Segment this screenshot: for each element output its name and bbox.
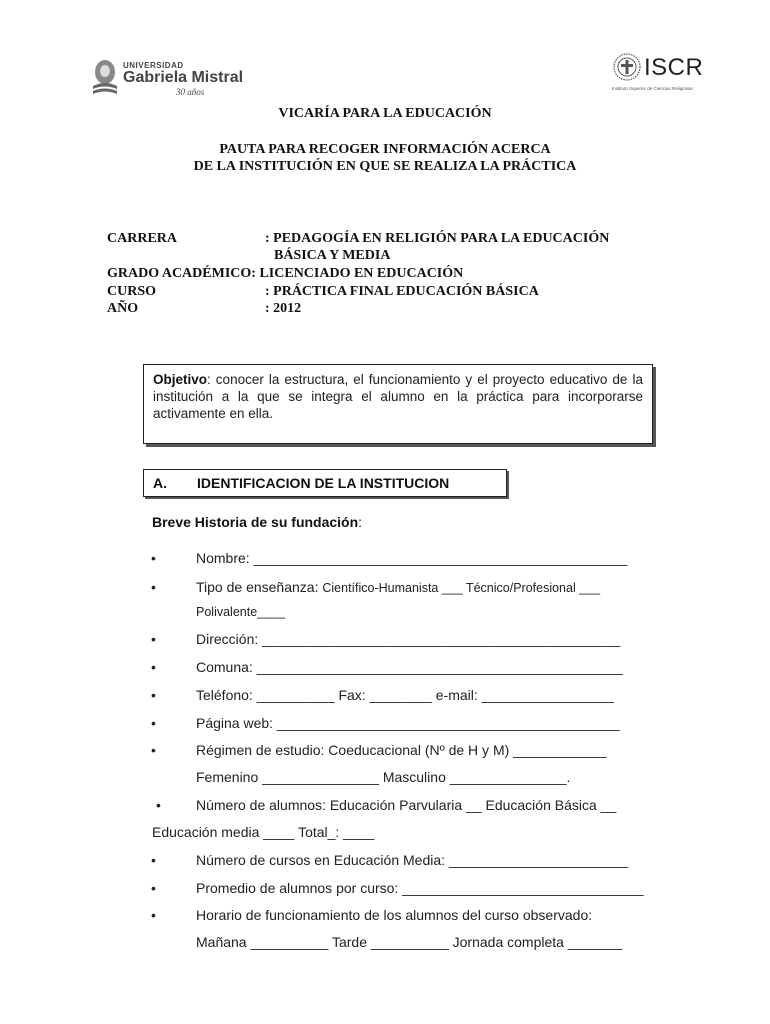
carrera-value: : PEDAGOGÍA EN RELIGIÓN PARA LA EDUCACIÓN <box>265 231 610 246</box>
horario-label: Horario de funcionamiento de los alumnos del curso observado: <box>196 907 593 923</box>
alumnos-total-field[interactable]: Educación media ____ Total_: ____ <box>152 824 375 840</box>
bullet: • <box>151 659 156 675</box>
objective-label: Objetivo <box>153 372 208 387</box>
genero-field[interactable]: Femenino _______________ Masculino _______________. <box>196 769 571 785</box>
objective-box <box>143 364 653 444</box>
bullet: • <box>151 579 156 595</box>
section-a-header <box>143 469 507 497</box>
alumnos-field[interactable]: Número de alumnos: Educación Parvularia __ Educación Básica __ <box>196 797 617 813</box>
tipo-field[interactable]: Tipo de enseñanza: Científico-Humanista ___ Técnico/Profesional ___ <box>196 579 601 595</box>
curso-value: : PRÁCTICA FINAL EDUCACIÓN BÁSICA <box>265 284 539 299</box>
iscr-subtitle: Instituto Superior de Ciencias Religiosas <box>612 86 693 91</box>
bullet: • <box>151 742 156 758</box>
bullet: • <box>151 715 156 731</box>
info-ano <box>107 301 302 317</box>
polivalente-field[interactable]: Polivalente____ <box>196 605 285 619</box>
bullet: • <box>151 907 156 923</box>
regimen-field[interactable]: Régimen de estudio: Coeducacional (Nº de H y M) ____________ <box>196 742 607 758</box>
comuna-field[interactable]: Comuna: _______________________________________________ <box>196 659 623 675</box>
logo-line1: UNIVERSIDAD <box>123 61 184 70</box>
info-carrera <box>107 231 610 247</box>
bullet: • <box>151 687 156 703</box>
bullet: • <box>151 550 156 566</box>
objective-text: : conocer la estructura, el funcionamiento y el proyecto educativo de la institución a la que se integra el alumno en la práctica para incorporarse activamente en ella. <box>153 372 643 421</box>
page-title: VICARÍA PARA LA EDUCACIÓN <box>278 106 492 121</box>
bullet: • <box>151 880 156 896</box>
nombre-field[interactable]: Nombre: ________________________________________________ <box>196 550 628 566</box>
bullet: • <box>156 797 161 813</box>
logo-line3: 30 años <box>176 87 205 97</box>
telefono-field[interactable]: Teléfono: __________ Fax: ________ e-mail: _________________ <box>196 687 615 703</box>
info-grado <box>107 266 463 282</box>
info-curso <box>107 284 539 300</box>
pagina-field[interactable]: Página web: ____________________________________________ <box>196 715 620 731</box>
history-label: Breve Historia de su fundación: <box>152 514 363 530</box>
curso-label: CURSO <box>107 284 157 299</box>
logo-line2: Gabriela Mistral <box>123 69 244 86</box>
bullet: • <box>151 631 156 647</box>
ano-value: : 2012 <box>265 301 302 316</box>
cursos-field[interactable]: Número de cursos en Educación Media: _______________________ <box>196 852 628 868</box>
grado-label: GRADO ACADÉMICO: <box>107 266 256 281</box>
bullet: • <box>151 852 156 868</box>
iscr-name: ISCR <box>644 54 704 81</box>
iscr-logo <box>612 52 702 96</box>
university-logo <box>88 56 244 100</box>
promedio-field[interactable]: Promedio de alumnos por curso: _______________________________ <box>196 880 644 896</box>
section-a-title: IDENTIFICACION DE LA INSTITUCION <box>197 475 450 491</box>
carrera-value-cont: BÁSICA Y MEDIA <box>274 248 391 263</box>
university-seal-icon <box>90 58 120 98</box>
direccion-field[interactable]: Dirección: ______________________________________________ <box>196 631 621 647</box>
subtitle-line-2: DE LA INSTITUCIÓN EN QUE SE REALIZA LA PRÁCTICA <box>193 159 577 174</box>
grado-value: LICENCIADO EN EDUCACIÓN <box>255 266 464 281</box>
horario-field[interactable]: Mañana __________ Tarde __________ Jornada completa _______ <box>196 934 623 950</box>
carrera-label: CARRERA <box>107 231 177 246</box>
ano-label: AÑO <box>107 301 139 316</box>
institute-seal-icon <box>612 52 642 84</box>
subtitle-line-1: PAUTA PARA RECOGER INFORMACIÓN ACERCA <box>219 142 551 157</box>
section-a-letter: A. <box>153 475 167 491</box>
